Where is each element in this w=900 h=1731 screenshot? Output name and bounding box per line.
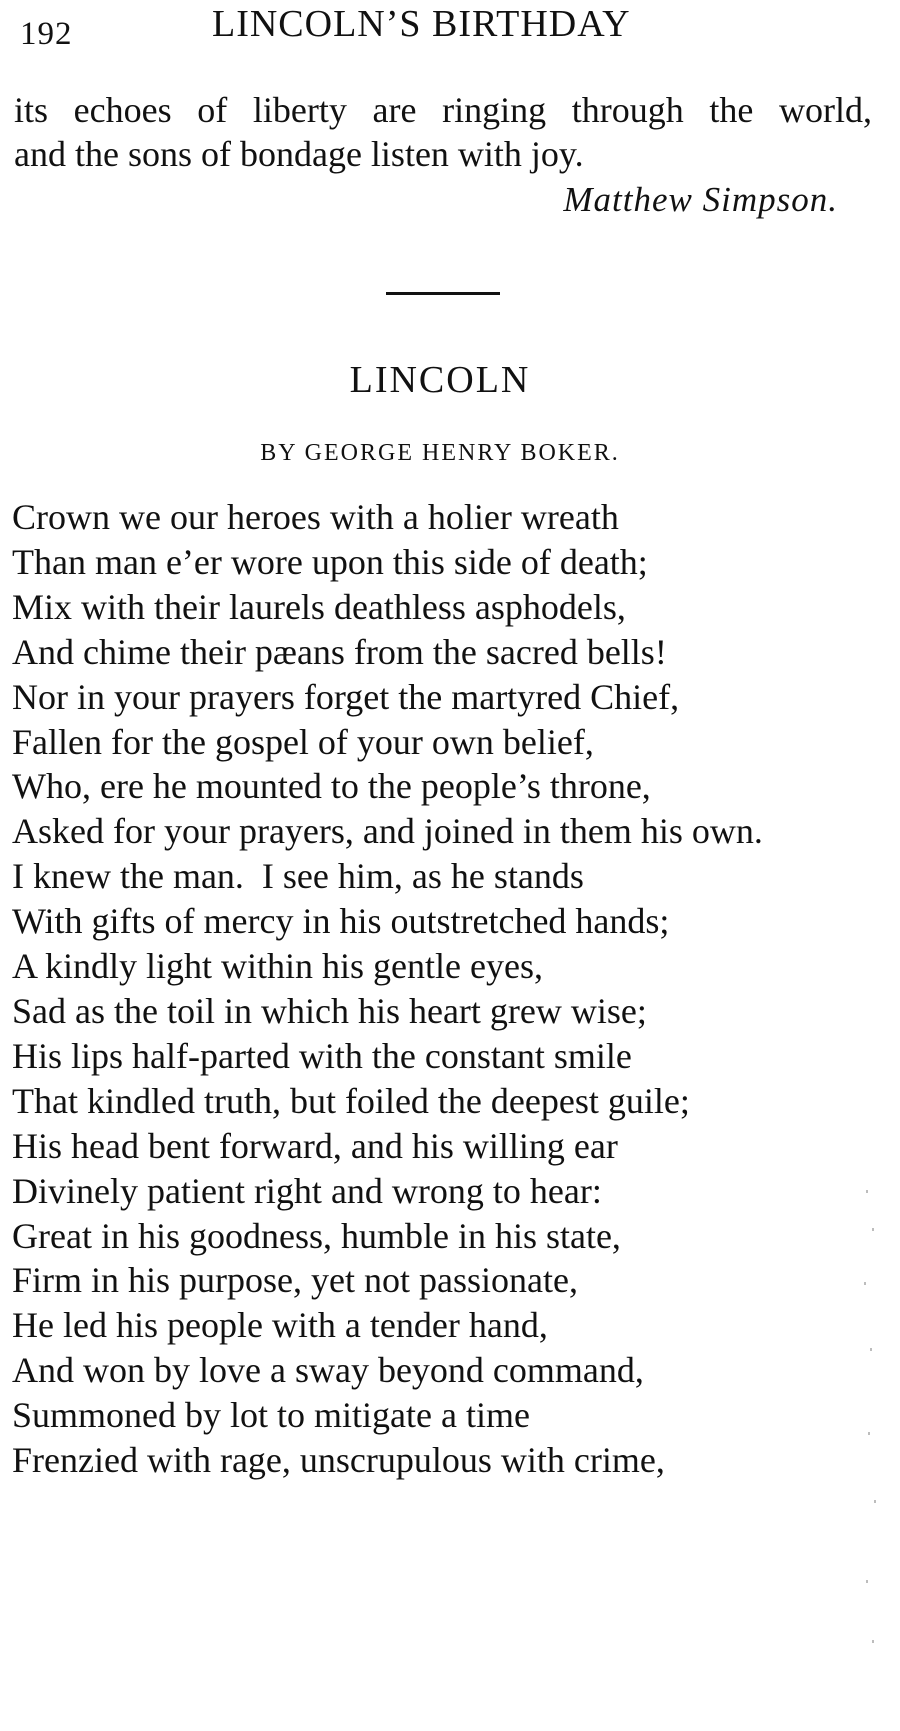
quote-attribution: Matthew Simpson. (563, 180, 838, 219)
poem-line: Nor in your prayers forget the martyred Chief, (12, 676, 680, 717)
poem-line: Mix with their laurels deathless asphodels, (12, 586, 626, 627)
scan-speck (870, 1348, 872, 1351)
poem-line: Summoned by lot to mitigate a time (12, 1395, 530, 1436)
page-number: 192 (20, 16, 73, 52)
scan-speckles (860, 1170, 890, 1690)
scan-speck (868, 1432, 870, 1435)
poem-line: A kindly light within his gentle eyes, (12, 946, 543, 987)
scan-speck (864, 1282, 866, 1285)
scan-speck (866, 1580, 868, 1583)
scan-speck (872, 1228, 874, 1231)
poem-line: His head bent forward, and his willing ear (12, 1125, 618, 1166)
scan-speck (874, 1500, 876, 1503)
prose-line: its echoes of liberty are ringing through the world, (14, 90, 872, 130)
prose-line: and the sons of bondage listen with joy. (14, 134, 584, 174)
section-divider (386, 292, 500, 295)
running-head: LINCOLN’S BIRTHDAY (212, 3, 631, 45)
scan-speck (872, 1640, 874, 1643)
poem-line: Than man e’er wore upon this side of death; (12, 541, 648, 582)
poem-line: Great in his goodness, humble in his state, (12, 1215, 621, 1256)
poem-line: Frenzied with rage, unscrupulous with crime, (12, 1440, 665, 1481)
poem-line: Who, ere he mounted to the people’s throne, (12, 766, 651, 807)
poem-body (12, 495, 872, 1483)
scan-speck (866, 1190, 868, 1193)
poem-line: Divinely patient right and wrong to hear: (12, 1170, 602, 1211)
prose-continuation (14, 88, 884, 176)
poem-line: His lips half-parted with the constant smile (12, 1035, 632, 1076)
poem-line: Crown we our heroes with a holier wreath (12, 497, 619, 537)
poem-byline: BY GEORGE HENRY BOKER. (260, 440, 620, 466)
poem-line: Sad as the toil in which his heart grew wise; (12, 990, 647, 1031)
poem-line: Firm in his purpose, yet not passionate, (12, 1260, 578, 1301)
poem-title: LINCOLN (349, 359, 531, 401)
poem-line: Fallen for the gospel of your own belief, (12, 721, 594, 762)
poem-line: That kindled truth, but foiled the deepest guile; (12, 1080, 690, 1121)
poem-line: And chime their pæans from the sacred bells! (12, 631, 667, 672)
poem-line: And won by love a sway beyond command, (12, 1350, 644, 1391)
poem-line: Asked for your prayers, and joined in them his own. (12, 811, 763, 852)
poem-line: I knew the man. I see him, as he stands (12, 856, 584, 897)
poem-line: With gifts of mercy in his outstretched hands; (12, 901, 670, 942)
poem-line: He led his people with a tender hand, (12, 1305, 548, 1346)
page-header (12, 2, 652, 52)
